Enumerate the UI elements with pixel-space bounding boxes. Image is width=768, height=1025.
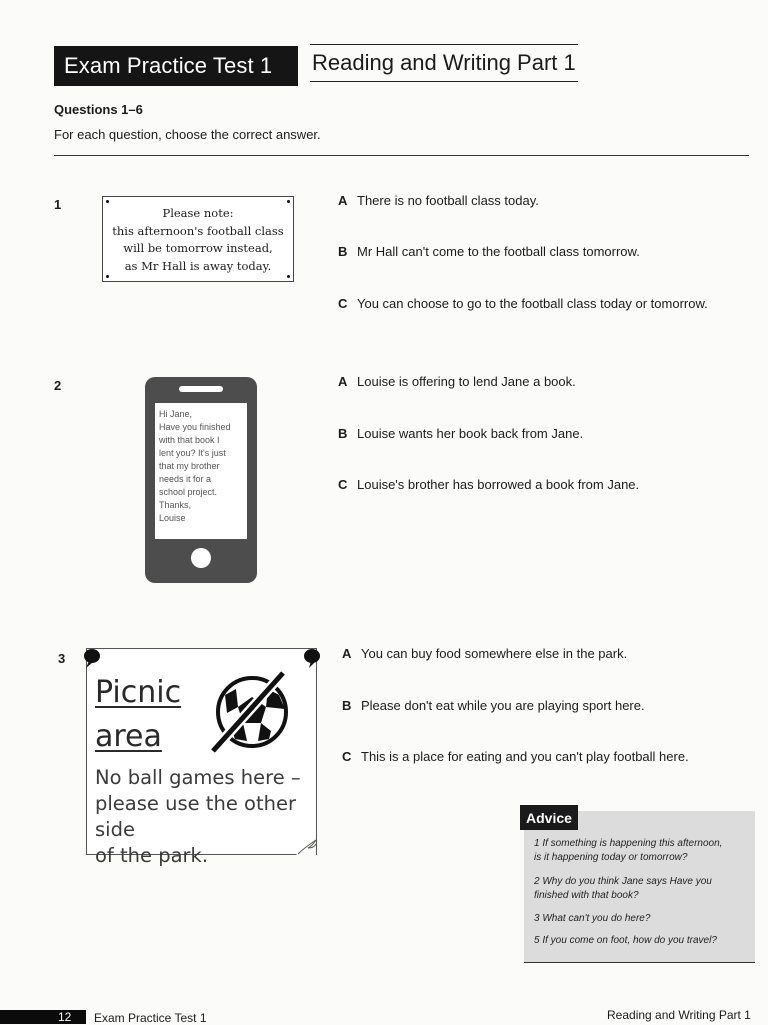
notice-line: as Mr Hall is away today. [124,258,272,273]
option-text: You can buy food somewhere else in the park. [361,646,628,661]
notice-line: this afternoon's football class [112,223,284,238]
pin-icon [287,200,290,203]
pushpin-icon [301,647,323,669]
message-line: Louise [159,513,186,523]
instruction-text: For each question, choose the correct answer. [54,127,321,142]
option-text: Please don't eat while you are playing sport here. [361,698,645,713]
notice-line: Please note: [162,206,234,220]
message-line: that my brother [159,461,220,471]
advice-line: 3 What can't you do here? [534,913,651,924]
advice-line: 5 If you come on foot, how do you travel? [534,935,717,946]
no-football-icon [205,667,297,759]
message-line: with that book I [159,435,220,445]
advice-line: finished with that book? [534,890,639,901]
option-letter: A [342,646,352,661]
advice-label: Advice [520,805,578,830]
q2-option-c[interactable] [338,477,639,492]
page-number: 12 [58,1010,72,1024]
footer-left-text: Exam Practice Test 1 [94,1011,207,1025]
option-letter: A [338,193,348,208]
advice-item [534,912,650,926]
sign-body [95,765,316,869]
q2-option-a[interactable] [338,374,576,389]
advice-item [534,837,722,865]
questions-heading: Questions 1–6 [54,102,143,117]
option-text: Louise wants her book back from Jane. [357,426,584,441]
pushpin-icon [81,647,103,669]
option-letter: A [338,374,348,389]
advice-line: 1 If something is happening this afternoon, [534,838,723,849]
option-letter: B [338,426,348,441]
question-number-1: 1 [54,197,62,212]
question-number-2: 2 [54,378,62,393]
q3-option-a[interactable] [342,646,627,661]
option-letter: B [338,244,348,259]
sign-title-picnic: Picnic [95,675,182,710]
section-title: Reading and Writing Part 1 [310,44,578,82]
option-letter: B [342,698,352,713]
text-message [155,403,247,539]
sign-title-area: area [95,719,162,754]
option-letter: C [338,477,348,492]
q3-option-c[interactable] [342,749,689,764]
message-line: Have you finished [159,422,231,432]
option-text: Louise is offering to lend Jane a book. [357,374,576,389]
footer-right-text: Reading and Writing Part 1 [607,1008,751,1022]
pin-icon [287,275,290,278]
option-letter: C [338,296,348,311]
advice-box [524,811,755,963]
q1-option-b[interactable] [338,244,640,259]
sign-body-line: No ball games here – [95,766,301,789]
header-divider [54,155,749,156]
question-number-3: 3 [58,651,66,666]
sign-body-line: please use the other side [95,792,296,841]
advice-line: is it happening today or tomorrow? [534,852,688,863]
message-line: lent you? It's just [159,448,226,458]
advice-item [534,934,717,948]
option-text: You can choose to go to the football class today or tomorrow. [357,296,708,311]
option-text: This is a place for eating and you can't play football here. [361,749,689,764]
option-text: Louise's brother has borrowed a book from Jane. [357,477,640,492]
footer-page-tab [0,1010,86,1024]
pin-icon [106,200,109,203]
pin-icon [106,275,109,278]
football-class-notice [102,196,294,282]
test-title: Exam Practice Test 1 [54,46,298,86]
message-line: needs it for a [159,474,212,484]
message-line: Hi Jane, [159,409,193,419]
advice-line: 2 Why do you think Jane says Have you [534,876,712,887]
q1-option-c[interactable] [338,296,708,311]
q2-option-b[interactable] [338,426,583,441]
phone-icon [145,377,257,583]
curled-corner-icon [294,834,318,856]
option-letter: C [342,749,352,764]
home-button-icon [191,548,211,568]
q1-option-a[interactable] [338,193,539,208]
advice-item [534,875,712,903]
option-text: There is no football class today. [357,193,539,208]
q3-option-b[interactable] [342,698,645,713]
sign-body-line: of the park. [95,844,209,867]
message-line: Thanks, [159,500,192,510]
phone-speaker [179,386,223,392]
option-text: Mr Hall can't come to the football class tomorrow. [357,244,640,259]
picnic-area-sign [86,648,317,867]
message-line: school project. [159,487,218,497]
notice-line: will be tomorrow instead, [123,241,273,255]
